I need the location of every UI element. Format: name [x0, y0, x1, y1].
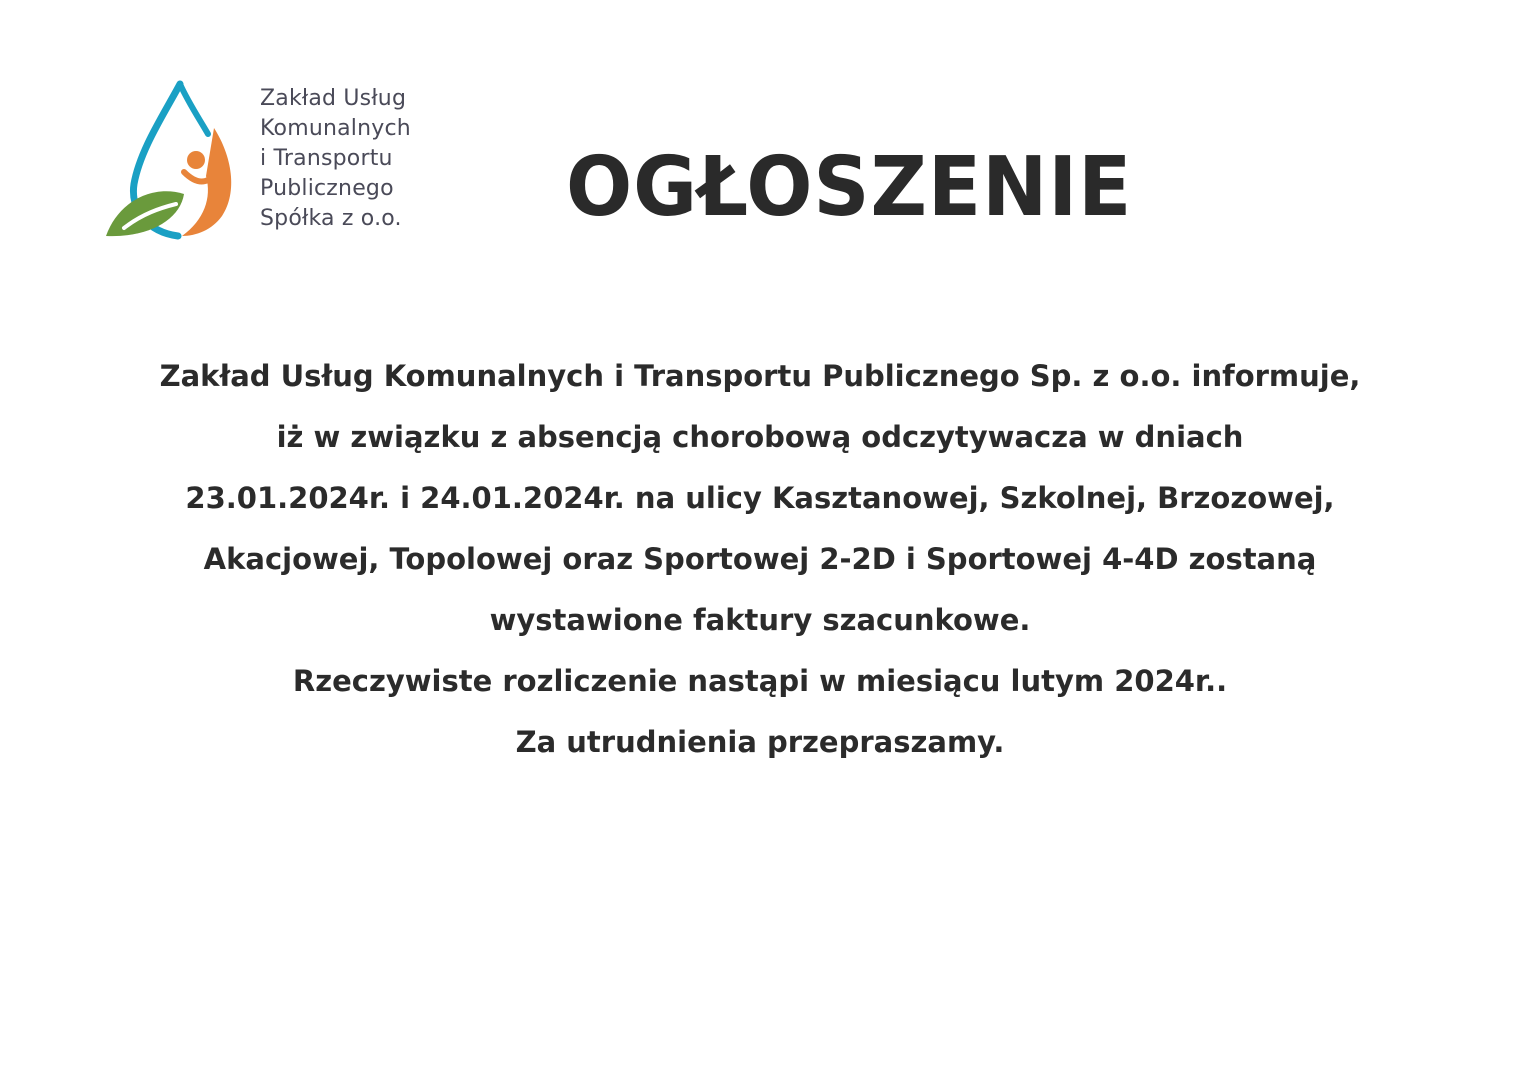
logo-line: Zakład Usług	[260, 86, 407, 111]
water-drop-logo-icon	[104, 80, 239, 242]
body-line: iż w związku z absencją chorobową odczytywacza w dniach	[276, 420, 1244, 454]
logo-line: Publicznego	[260, 176, 394, 201]
logo-company-name	[260, 84, 411, 234]
body-line: Za utrudnienia przepraszamy.	[515, 725, 1005, 759]
announcement-body	[60, 346, 1460, 773]
company-logo	[104, 80, 464, 245]
body-line: Akacjowej, Topolowej oraz Sportowej 2-2D i Sportowej 4-4D zostaną	[203, 542, 1317, 576]
body-line: wystawione faktury szacunkowe.	[489, 603, 1031, 637]
body-line: 23.01.2024r. i 24.01.2024r. na ulicy Kasztanowej, Szkolnej, Brzozowej,	[185, 481, 1335, 515]
logo-line: i Transportu	[260, 146, 393, 171]
logo-line: Spółka z o.o.	[260, 206, 402, 231]
page-title: OGŁOSZENIE	[566, 140, 1133, 235]
body-line: Rzeczywiste rozliczenie nastąpi w miesiącu lutym 2024r..	[292, 664, 1228, 698]
body-line: Zakład Usług Komunalnych i Transportu Publicznego Sp. z o.o. informuje,	[159, 359, 1361, 393]
logo-line: Komunalnych	[260, 116, 411, 141]
